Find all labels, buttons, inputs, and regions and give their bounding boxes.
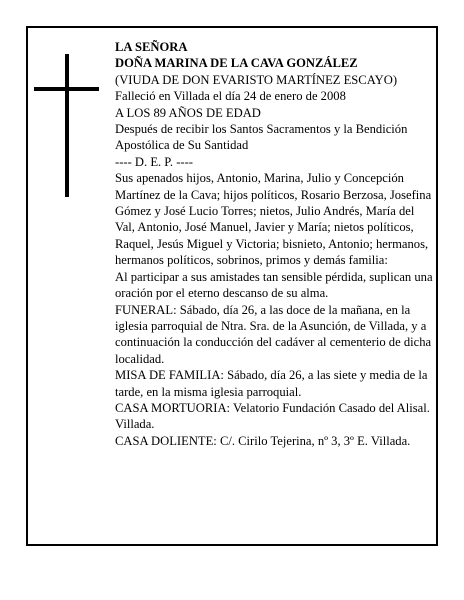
cross-icon-horizontal-bar xyxy=(34,87,99,91)
death-line: Falleció en Villada el día 24 de enero de 2008 xyxy=(115,89,346,104)
obituary-text xyxy=(115,39,433,449)
family-mass-info: MISA DE FAMILIA: Sábado, día 26, a las siete y media de la tarde, en la misma iglesia parroquial. xyxy=(115,368,428,399)
prayer-request: Al participar a sus amistades tan sensible pérdida, suplican una oración por el eterno descanso de su alma. xyxy=(115,269,433,301)
widow-line: (VIUDA DE DON EVARISTO MARTÍNEZ ESCAYO) xyxy=(115,72,398,87)
deceased-name: DOÑA MARINA DE LA CAVA GONZÁLEZ xyxy=(115,56,358,71)
sacraments-line: Después de recibir los Santos Sacramentos y la Bendición Apostólica de Su Santidad xyxy=(115,122,408,153)
mortuary-info: CASA MORTUORIA: Velatorio Fundación Casado del Alisal. Villada. xyxy=(115,400,430,432)
age-line: A LOS 89 AÑOS DE EDAD xyxy=(115,105,261,120)
family-paragraph: Sus apenados hijos, Antonio, Marina, Julio y Concepción Martínez de la Cava; hijos políticos, Rosario Berzosa, Josefina Gómez y José Lucio Torres; nietos, Julio Andrés, María del Val, Antonio, José Manuel, Javier y María; nietos políticos, Raquel, Jesús Miguel y Victoria; bisnieto, Antonio; hermanos, hermanos políticos, sobrinos, primos y demás familia: xyxy=(115,171,432,268)
rip-line: ---- D. E. P. ---- xyxy=(115,154,193,169)
obituary-title: LA SEÑORA xyxy=(115,40,188,54)
mourning-home-info: CASA DOLIENTE: C/. Cirilo Tejerina, nº 3, 3º E. Villada. xyxy=(115,433,411,448)
cross-icon-vertical-bar xyxy=(65,54,69,197)
funeral-info: FUNERAL: Sábado, día 26, a las doce de la mañana, en la iglesia parroquial de Ntra. Sra. de la Asunción, de Villada, y a continuación la conducción del cadáver al cementerio de dicha localidad. xyxy=(115,302,432,366)
